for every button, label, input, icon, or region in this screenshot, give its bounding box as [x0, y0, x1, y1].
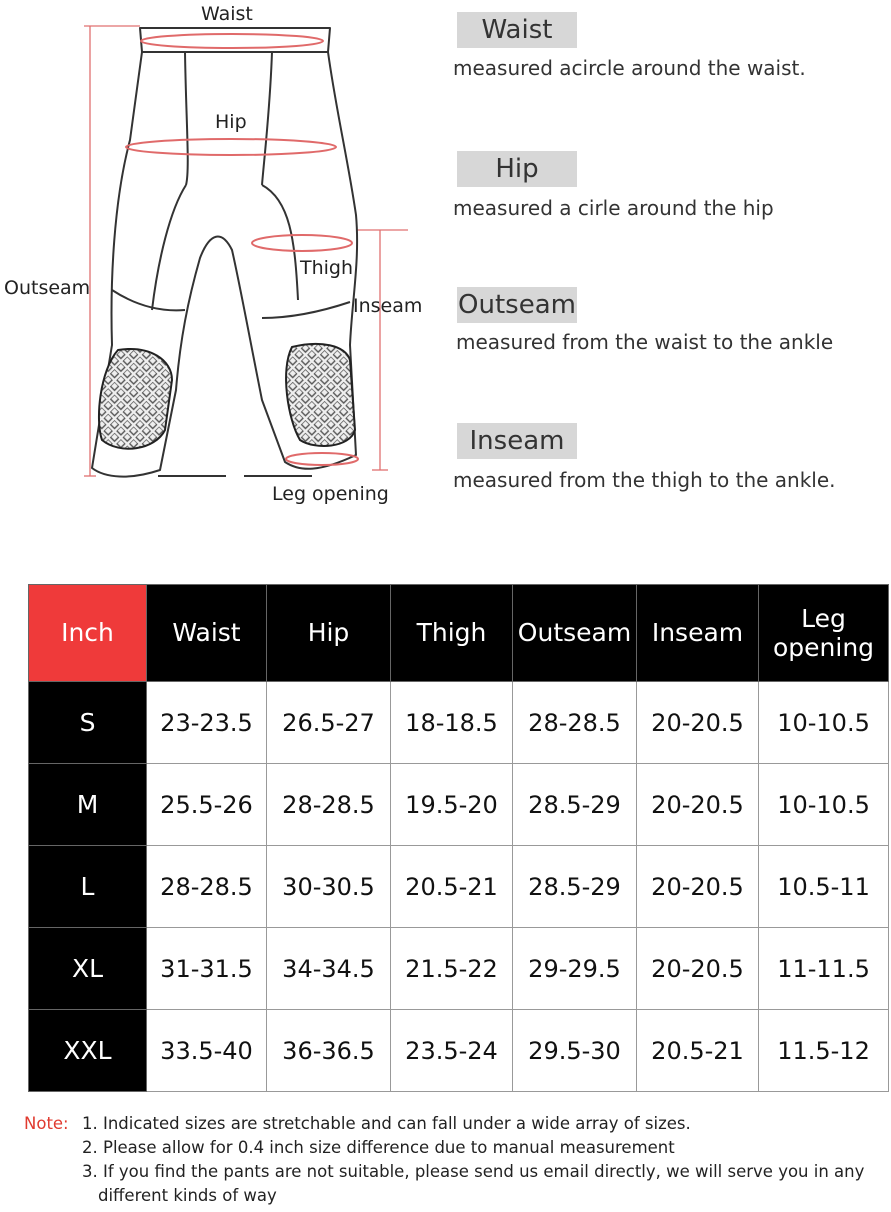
outseam-description: measured from the waist to the ankle — [456, 330, 834, 354]
size-label: XL — [29, 928, 147, 1010]
notes-list — [24, 1112, 884, 1208]
knee-pads — [99, 344, 355, 449]
unit-header: Inch — [29, 585, 147, 682]
table-cell: 20-20.5 — [637, 682, 759, 764]
note-label: Note: — [24, 1114, 69, 1133]
outseam-label: Outseam — [4, 277, 91, 299]
table-cell: 25.5-26 — [147, 764, 267, 846]
table-cell: 30-30.5 — [267, 846, 391, 928]
waist-description: measured acircle around the waist. — [453, 56, 806, 80]
table-cell: 26.5-27 — [267, 682, 391, 764]
size-label: L — [29, 846, 147, 928]
table-cell: 10.5-11 — [759, 846, 889, 928]
column-header: Inseam — [637, 585, 759, 682]
note-item: 3. If you find the pants are not suitable, please send us email directly, we will serve you in any different kinds of way — [82, 1162, 865, 1205]
waist-label: Waist — [201, 3, 253, 25]
table-cell: 18-18.5 — [391, 682, 513, 764]
size-chart-table — [28, 584, 889, 1092]
hip-title: Hip — [457, 151, 577, 187]
thigh-label: Thigh — [300, 257, 354, 279]
table-cell: 28.5-29 — [513, 846, 637, 928]
table-row — [29, 682, 889, 764]
table-row — [29, 1010, 889, 1092]
table-cell: 20.5-21 — [391, 846, 513, 928]
table-cell: 10-10.5 — [759, 682, 889, 764]
leg-opening-label: Leg opening — [272, 483, 389, 505]
inseam-label: Inseam — [353, 295, 423, 317]
table-cell: 20.5-21 — [637, 1010, 759, 1092]
table-cell: 36-36.5 — [267, 1010, 391, 1092]
inseam-description: measured from the thigh to the ankle. — [453, 468, 836, 492]
outseam-title: Outseam — [457, 287, 577, 323]
hip-label: Hip — [215, 111, 247, 133]
notes-section — [24, 1112, 884, 1208]
table-cell: 23-23.5 — [147, 682, 267, 764]
table-cell: 11.5-12 — [759, 1010, 889, 1092]
note-item: 2. Please allow for 0.4 inch size difference due to manual measurement — [82, 1138, 675, 1157]
table-cell: 29-29.5 — [513, 928, 637, 1010]
table-row — [29, 846, 889, 928]
table-row — [29, 928, 889, 1010]
table-cell: 28.5-29 — [513, 764, 637, 846]
table-cell: 28-28.5 — [513, 682, 637, 764]
table-cell: 21.5-22 — [391, 928, 513, 1010]
column-header: Leg opening — [759, 585, 889, 682]
table-cell: 28-28.5 — [147, 846, 267, 928]
hip-description: measured a cirle around the hip — [453, 196, 774, 220]
table-cell: 20-20.5 — [637, 764, 759, 846]
column-header: Thigh — [391, 585, 513, 682]
column-header: Outseam — [513, 585, 637, 682]
size-label: XXL — [29, 1010, 147, 1092]
column-header: Hip — [267, 585, 391, 682]
size-label: M — [29, 764, 147, 846]
table-cell: 31-31.5 — [147, 928, 267, 1010]
inseam-title: Inseam — [457, 423, 577, 459]
table-cell: 28-28.5 — [267, 764, 391, 846]
table-row — [29, 764, 889, 846]
size-label: S — [29, 682, 147, 764]
note-item: 1. Indicated sizes are stretchable and can fall under a wide array of sizes. — [82, 1114, 691, 1133]
table-cell: 33.5-40 — [147, 1010, 267, 1092]
table-cell: 29.5-30 — [513, 1010, 637, 1092]
table-header-row — [29, 585, 889, 682]
column-header: Waist — [147, 585, 267, 682]
table-cell: 34-34.5 — [267, 928, 391, 1010]
table-cell: 11-11.5 — [759, 928, 889, 1010]
table-cell: 10-10.5 — [759, 764, 889, 846]
pants-illustration — [0, 0, 440, 520]
table-cell: 23.5-24 — [391, 1010, 513, 1092]
waist-title: Waist — [457, 12, 577, 48]
table-cell: 20-20.5 — [637, 846, 759, 928]
table-cell: 20-20.5 — [637, 928, 759, 1010]
table-cell: 19.5-20 — [391, 764, 513, 846]
